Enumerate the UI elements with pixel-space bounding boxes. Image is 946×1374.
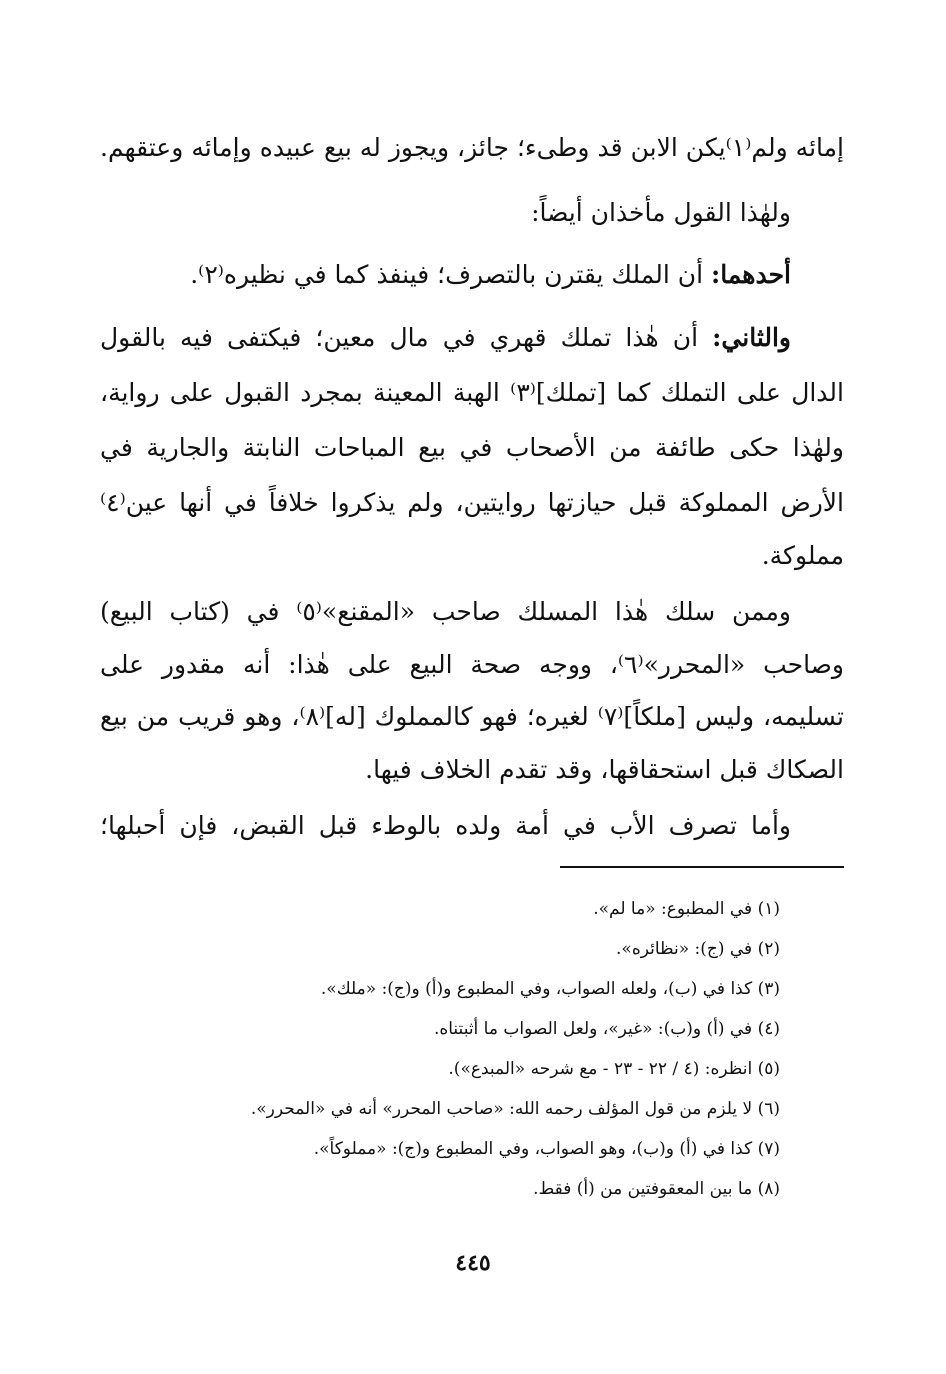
- paragraph-lead-word: أحدهما:: [710, 260, 791, 289]
- body-line-5: الدال على التملك كما [تملك]⁽٣⁾ الهبة المعينة بمجرد القبول على رواية،: [100, 378, 844, 407]
- footnote-3: (٣) كذا في (ب)، ولعله الصواب، وفي المطبوع و(أ) و(ج): «ملك».: [320, 979, 780, 999]
- footnote-1: (١) في المطبوع: «ما لم».: [593, 899, 780, 919]
- footnote-6: (٦) لا يلزم من قول المؤلف رحمه الله: «صاحب المحرر» أنه في «المحرر».: [250, 1099, 780, 1119]
- body-line-1: إمائه ولم⁽١⁾يكن الابن قد وطىء؛ جائز، ويجوز له بيع عبيده وإمائه وعتقهم.: [100, 133, 844, 162]
- body-line-6: ولهٰذا حكى طائفة من الأصحاب في بيع المباحات النابتة والجارية في: [100, 433, 844, 462]
- body-line-9: وممن سلك هٰذا المسلك صاحب «المقنع»⁽٥⁾ في (كتاب البيع): [100, 597, 791, 626]
- footnote-8: (٨) ما بين المعقوفتين من (أ) فقط.: [533, 1179, 780, 1199]
- body-line-2: ولهٰذا القول مأخذان أيضاً:: [531, 198, 791, 227]
- footnote-7: (٧) كذا في (أ) و(ب)، وهو الصواب، وفي المطبوع و(ج): «مملوكاً».: [313, 1139, 780, 1159]
- body-line-11: تسليمه، وليس [ملكاً]⁽٧⁾ لغيره؛ فهو كالمملوك [له]⁽٨⁾، وهو قريب من بيع: [100, 702, 844, 731]
- footnote-2: (٢) في (ج): «نظائره».: [616, 939, 780, 959]
- page-number: ٤٤٥: [455, 1250, 491, 1276]
- body-line-10: وصاحب «المحرر»⁽٦⁾، ووجه صحة البيع على هٰذا: أنه مقدور على: [100, 650, 844, 679]
- body-line-7: الأرض المملوكة قبل حيازتها روايتين، ولم يذكروا خلافاً في أنها عين⁽٤⁾: [100, 488, 844, 517]
- body-line-4: والثاني: أن هٰذا تملك قهري في مال معين؛ فيكتفى فيه بالقول: [100, 323, 791, 352]
- footnote-5: (٥) انظره: (٤ / ٢٢ - ٢٣ - مع شرحه «المبدع»).: [448, 1059, 780, 1079]
- footnote-4: (٤) في (أ) و(ب): «غير»، ولعل الصواب ما أثبتناه.: [433, 1019, 780, 1039]
- body-line-12: الصكاك قبل استحقاقها، وقد تقدم الخلاف فيها.: [365, 755, 844, 784]
- footnote-separator: [560, 866, 844, 868]
- paragraph-lead-word: والثاني:: [712, 323, 791, 352]
- body-line-8: مملوكة.: [761, 541, 844, 570]
- body-line-13: وأما تصرف الأب في أمة ولده بالوطء قبل القبض، فإن أحبلها؛: [100, 811, 791, 840]
- body-line-3: أحدهما: أن الملك يقترن بالتصرف؛ فينفذ كما في نظيره⁽٢⁾.: [190, 260, 791, 289]
